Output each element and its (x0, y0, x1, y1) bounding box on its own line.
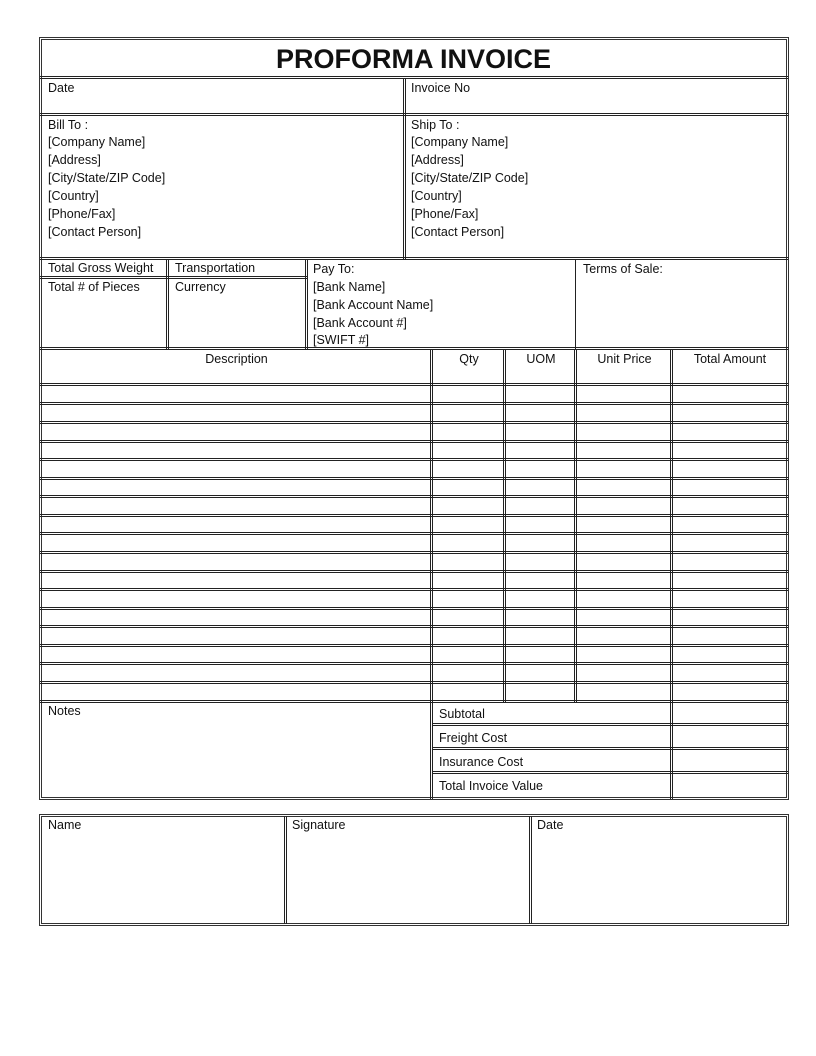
ship-to-label: Ship To : (411, 118, 460, 132)
invoice-title: PROFORMA INVOICE (275, 44, 551, 74)
column-header-description: Description (205, 352, 268, 366)
pay-to-block (313, 278, 433, 348)
column-header-total-amount: Total Amount (693, 352, 767, 366)
table-row (40, 681, 788, 684)
transportation-label: Transportation (175, 261, 256, 275)
column-header-unit-price: Unit Price (597, 352, 652, 366)
bill-to-country: [Country] (48, 189, 99, 203)
column-header-qty: Qty (459, 352, 479, 366)
total-invoice-value-label: Total Invoice Value (439, 779, 543, 793)
signoff-date-label: Date (537, 818, 564, 832)
table-row (40, 383, 788, 386)
table-row (40, 607, 788, 610)
swift-code: [SWIFT #] (313, 333, 370, 347)
table-row (40, 588, 788, 591)
divider (432, 723, 788, 726)
signoff-signature-label: Signature (292, 818, 346, 832)
bill-to-contact: [Contact Person] (48, 225, 142, 239)
table-row (40, 625, 788, 628)
ship-to-company: [Company Name] (411, 135, 509, 149)
table-row (40, 421, 788, 424)
bank-account-number: [Bank Account #] (313, 316, 407, 330)
bill-to-block (48, 133, 165, 241)
bill-to-company: [Company Name] (48, 135, 146, 149)
ship-to-block (411, 133, 528, 241)
total-pieces-label: Total # of Pieces (48, 280, 140, 294)
currency-label: Currency (175, 280, 226, 294)
ship-to-address: [Address] (411, 153, 464, 167)
table-row (40, 458, 788, 461)
signoff-box (39, 814, 789, 926)
divider (430, 349, 433, 799)
bank-name: [Bank Name] (313, 280, 386, 294)
table-row (40, 700, 788, 703)
ship-to-city: [City/State/ZIP Code] (411, 171, 529, 185)
ship-to-country: [Country] (411, 189, 462, 203)
bill-to-city: [City/State/ZIP Code] (48, 171, 166, 185)
divider (305, 259, 308, 349)
divider (670, 349, 673, 799)
divider (284, 816, 287, 924)
subtotal-label: Subtotal (439, 707, 485, 721)
freight-cost-label: Freight Cost (439, 731, 508, 745)
ship-to-contact: [Contact Person] (411, 225, 505, 239)
divider (575, 259, 576, 349)
pay-to-label: Pay To: (313, 262, 355, 276)
table-row (40, 644, 788, 647)
signoff-name-label: Name (48, 818, 82, 832)
bill-to-phone: [Phone/Fax] (48, 207, 116, 221)
divider (529, 816, 532, 924)
divider (432, 747, 788, 750)
terms-of-sale-label: Terms of Sale: (583, 262, 663, 276)
insurance-cost-label: Insurance Cost (439, 755, 524, 769)
table-row (40, 402, 788, 405)
total-gross-weight-label: Total Gross Weight (48, 261, 154, 275)
column-header-uom: UOM (526, 352, 556, 366)
table-row (40, 440, 788, 443)
table-row (40, 551, 788, 554)
ship-to-phone: [Phone/Fax] (411, 207, 479, 221)
table-row (40, 477, 788, 480)
bank-account-name: [Bank Account Name] (313, 298, 434, 312)
divider (432, 771, 788, 774)
table-row (40, 495, 788, 498)
table-row (40, 532, 788, 535)
table-row (40, 662, 788, 665)
bill-to-address: [Address] (48, 153, 101, 167)
date-label: Date (48, 81, 75, 95)
invoice-no-label: Invoice No (411, 81, 471, 95)
table-row (40, 570, 788, 573)
notes-label: Notes (48, 704, 81, 718)
divider (403, 78, 406, 259)
bill-to-label: Bill To : (48, 118, 89, 132)
divider (166, 259, 169, 349)
table-row (40, 514, 788, 517)
